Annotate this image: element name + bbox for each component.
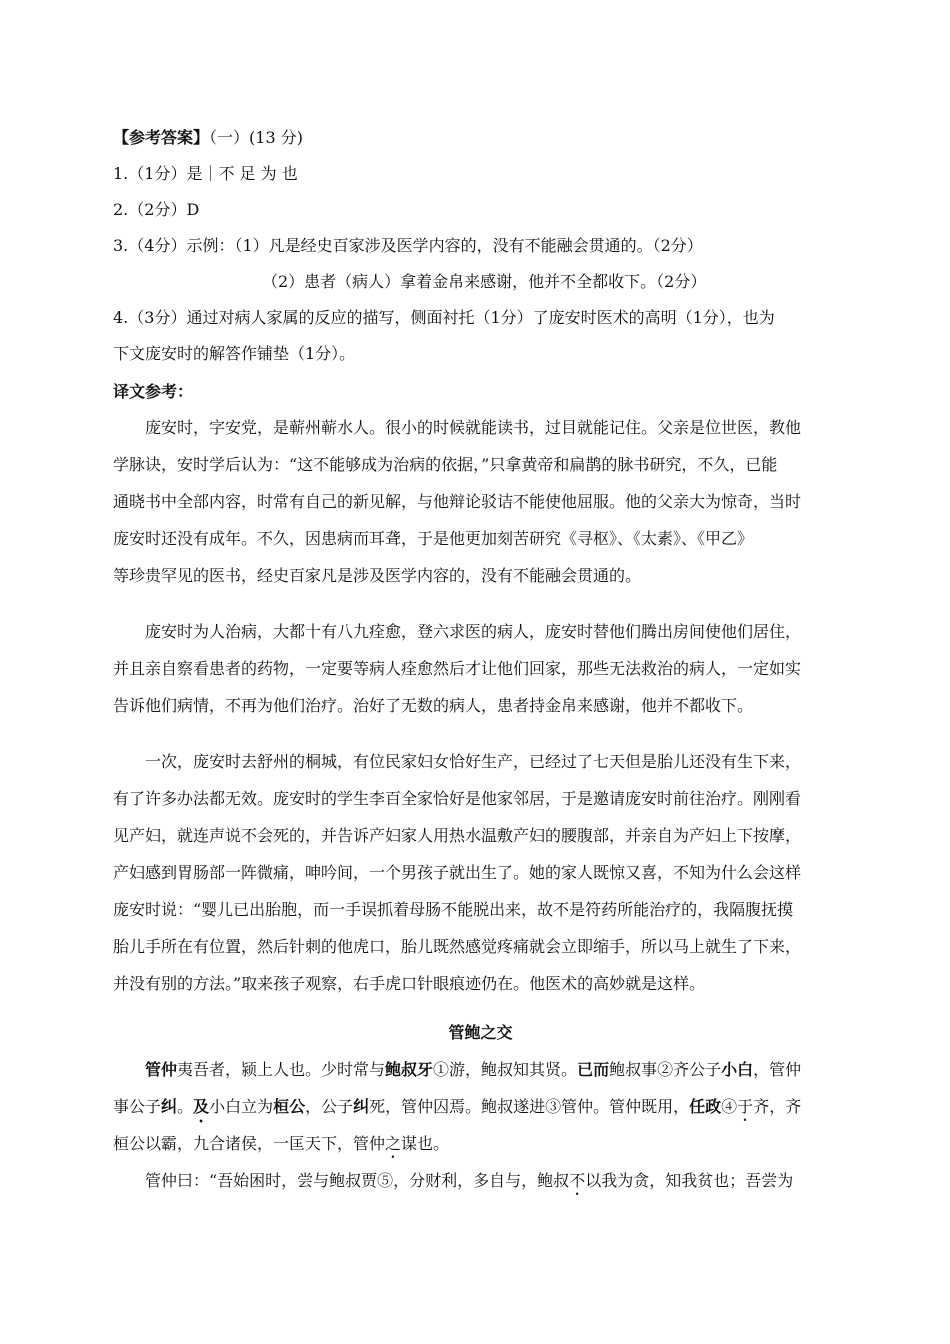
text-segment: 管仲曰：“吾始困时，尝与鲍叔贾⑤，分财利，多自与，鲍叔 (145, 1171, 570, 1190)
term-guan-zhong: 管仲 (145, 1060, 178, 1079)
translation-p1-line-3: 通晓书中全部内容，时常有自己的新见解，与他辩论驳诘不能使他屈服。他的父亲大为惊奇，当时 (113, 492, 802, 511)
translation-title: 译文参考： (113, 382, 194, 401)
text-segment: 事公子 (113, 1097, 162, 1116)
text-segment: 桓公以霸，九合诸侯，一匡天下，管仲 (113, 1134, 386, 1153)
translation-p3-line-4: 产妇感到胃肠部一阵微痛，呻吟间，一个男孩子就出生了。她的家人既惊又喜，不知为什么会这样 (113, 863, 802, 882)
term-zhi: 之 (385, 1134, 402, 1153)
answer-3-part-2: （2）患者（病人）拿着金帛来感谢，他并不全都收下。（2分） (262, 272, 707, 291)
translation-p2-line-3: 告诉他们病情，不再为他们治疗。治好了无数的病人，患者持金帛来感谢，他并不都收下。 (113, 696, 754, 715)
text-segment: 齐，齐 (753, 1097, 802, 1116)
translation-p3-line-6: 胎儿手所在有位置，然后针刺的他虎口，胎儿既然感觉疼痛就会立即缩手，所以马上就生了下来， (113, 937, 802, 956)
term-yi-er: 已而 (577, 1060, 610, 1079)
translation-p3-line-7: 并没有别的方法。”取来孩子观察，右手虎口针眼痕迹仍在。他医术的高妙就是这样。 (113, 974, 706, 993)
translation-p3-line-3: 见产妇，就连声说不会死的，并告诉产妇家人用热水温敷产妇的腰腹部，并亲自为产妇上下按摩， (113, 826, 802, 845)
text-segment: 。 (177, 1097, 194, 1116)
translation-p3-line-2: 有了许多办法都无效。庞安时的学生李百全家恰好是他家邻居，于是邀请庞安时前往治疗。刚刚看 (113, 789, 802, 808)
answer-2: 2.（2分）D (113, 200, 200, 219)
term-ji: 及 (193, 1097, 210, 1116)
term-bao-shu-ya: 鲍叔牙 (385, 1060, 434, 1079)
text-segment: 鲍叔事②齐公子 (609, 1060, 722, 1079)
article-line-1 (145, 1060, 848, 1080)
answer-3-part-1: 3.（4分）示例：（1）凡是经史百家涉及医学内容的，没有不能融会贯通的。（2分） (113, 236, 703, 255)
answer-heading (113, 128, 848, 148)
translation-p1-line-1: 庞安时，字安党，是蕲州蕲水人。很小的时候就能读书，过目就能记住。父亲是位世医，教他 (145, 418, 802, 437)
text-segment: 谋也。 (401, 1134, 450, 1153)
text-segment: 夷吾者，颍上人也。少时常与 (177, 1060, 386, 1079)
article-line-2 (113, 1097, 848, 1126)
answer-heading-score: （一）(13 分) (209, 128, 303, 147)
answer-heading-label: 【参考答案】 (113, 128, 210, 147)
term-yu: 于 (737, 1097, 754, 1116)
article-line-3 (113, 1134, 848, 1162)
answer-4-line-1: 4.（3分）通过对病人家属的反应的描写，侧面衬托（1分）了庞安时医术的高明（1分），也为 (113, 308, 775, 327)
term-jiu: 纠 (161, 1097, 178, 1116)
term-xiao-bai: 小白 (721, 1060, 754, 1079)
translation-p1-line-5: 等珍贵罕见的医书，经史百家凡是涉及医学内容的，没有不能融会贯通的。 (113, 566, 642, 585)
article-line-4 (145, 1171, 848, 1199)
text-segment: ，管仲 (753, 1060, 802, 1079)
translation-p1-line-2: 学脉诀，安时学后认为：“这不能够成为治病的依据，”只拿黄帝和扁鹊的脉书研究，不久，已能 (113, 455, 778, 474)
answer-1: 1.（1分）是｜不 足 为 也 (113, 164, 298, 183)
text-segment: 小白立为 (209, 1097, 274, 1116)
text-segment: 以我为贪，知我贫也；吾尝为 (585, 1171, 794, 1190)
translation-p3-line-1: 一次，庞安时去舒州的桐城，有位民家妇女恰好生产，已经过了七天但是胎儿还没有生下来， (145, 752, 802, 771)
translation-p2-line-1: 庞安时为人治病，大都十有八九痊愈，登六求医的病人，庞安时替他们腾出房间使他们居住， (145, 622, 802, 641)
article-title: 管鲍之交 (448, 1023, 513, 1042)
term-bu: 不 (569, 1171, 586, 1190)
text-segment: 死，管仲囚焉。鲍叔遂进③管仲。管仲既用， (369, 1097, 690, 1116)
text-segment: ，公子 (305, 1097, 354, 1116)
answer-4-line-2: 下文庞安时的解答作铺垫（1分）。 (113, 344, 356, 363)
term-huan-gong: 桓公 (273, 1097, 306, 1116)
translation-p2-line-2: 并且亲自察看患者的药物，一定要等病人痊愈然后才让他们回家，那些无法救治的病人，一定如实 (113, 659, 802, 678)
translation-p3-line-5: 庞安时说：“婴儿已出胎胞，而一手误抓着母肠不能脱出来，故不是符药所能治疗的，我隔腹抚摸 (113, 900, 794, 919)
text-segment: ①游，鲍叔知其贤。 (433, 1060, 578, 1079)
text-segment: ④ (721, 1097, 738, 1116)
term-jiu: 纠 (353, 1097, 370, 1116)
translation-p1-line-4: 庞安时还没有成年。不久，因患病而耳聋，于是他更加刻苦研究《寻枢》、《太素》、《甲乙》 (113, 529, 754, 548)
term-ren-zheng: 任政 (689, 1097, 722, 1116)
